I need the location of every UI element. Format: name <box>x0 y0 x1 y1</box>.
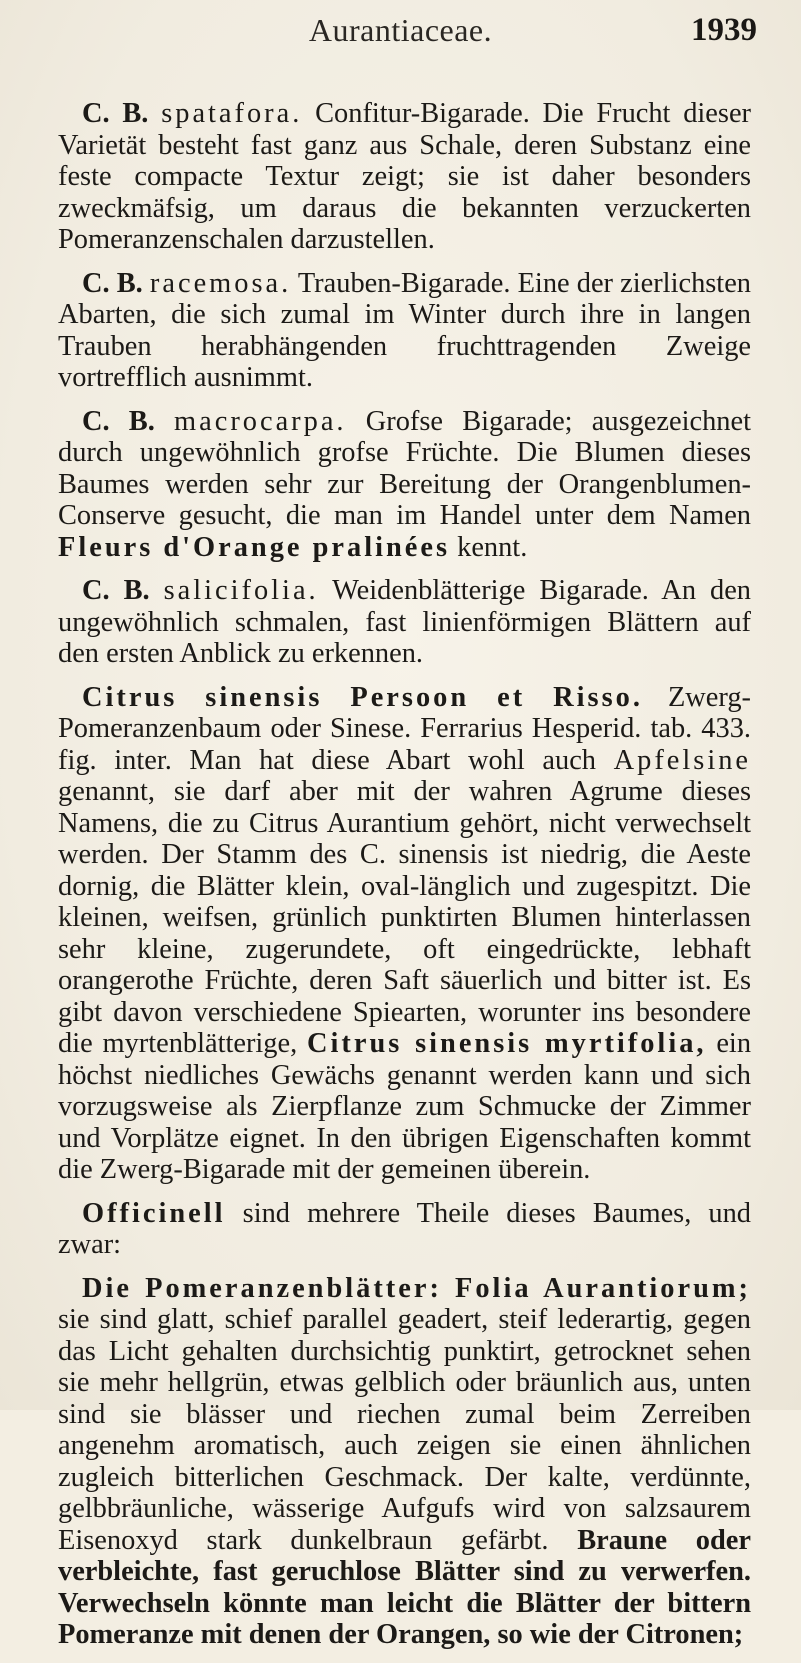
variety-lead: C. B. <box>82 267 143 299</box>
paragraph-text-bold: Braune oder verbleichte, fast geruchlose Blätter sind zu verwerfen. Verwechseln könnte man leicht die Blätter der bittern Pomeranze mit denen der Orangen, so wie der Citronen; <box>58 1524 751 1650</box>
paragraph-text: Zwerg-Pomeranzenbaum oder Sinese. Ferrarius Hesperid. tab. 433. fig. inter. Man hat diese Abart wohl auch <box>58 681 751 776</box>
paragraph-officinell <box>58 1198 751 1261</box>
paragraph-text-continued: genannt, sie darf aber mit der wahren Agrume dieses Namens, die zu Citrus Aurantium gehört, nicht verwechselt werden. Der Stamm des C. sinensis ist niedrig, die Aeste dornig, die Blätter klein, oval-länglich und zugespitzt. Die kleinen, weifsen, grünlich punktirten Blumen hinterlassen sehr kleine, zugerundete, oft eingedrückte, lebhaft orangerothe Früchte, deren Saft säuerlich und bitter ist. Es gibt davon verschiedene Spiearten, worunter ins besondere die myrtenblätterige, <box>58 776 751 1059</box>
page-number: 1939 <box>691 12 757 48</box>
paragraph-text: Confitur-Bigarade. Die Frucht dieser Varietät besteht fast ganz aus Schale, deren Substanz eine feste compacte Textur zeigt; sie ist daher besonders zweckmäfsig, um daraus die bekannten verzuckerten Pomeranzenschalen darzustellen. <box>58 98 752 255</box>
variety-name: macrocarpa. <box>174 405 347 437</box>
paragraph-racemosa <box>58 268 751 394</box>
paragraph-text: sind mehrere Theile dieses Baumes, und zwar: <box>58 1197 751 1260</box>
paragraph-text-end: kennt. <box>457 531 528 563</box>
paragraph-pomeranzenblaetter <box>58 1273 751 1651</box>
species-name: Citrus sinensis Persoon et Risso. <box>82 681 643 713</box>
trade-name: Fleurs d'Orange pralinées <box>58 531 451 563</box>
variety-name: racemosa. <box>149 267 292 299</box>
spaced-term-myrtifolia: Citrus sinensis myrtifolia, <box>307 1028 707 1059</box>
paragraph-text: Trauben-Bigarade. Eine der zierlichsten Abarten, die sich zumal im Winter durch ihre in langen Trauben herabhängenden fruchttragenden Zweige vortrefflich ausnimmt. <box>58 267 751 393</box>
paragraph-macrocarpa <box>58 406 751 564</box>
spaced-term-officinell: Officinell <box>82 1197 226 1229</box>
spaced-term-apfelsine: Apfelsine <box>613 744 751 776</box>
variety-lead: C. B. <box>82 575 150 606</box>
paragraph-text: Grofse Bigarade; ausgezeichnet durch ungewöhnlich grofse Früchte. Die Blumen dieses Baumes werden sehr zur Bereitung der Orangenblumen-Conserve gesucht, die man im Handel unter dem Namen <box>58 405 751 531</box>
paragraph-citrus-sinensis <box>58 682 751 1186</box>
paragraph-text: Weidenblätterige Bigarade. An den ungewöhnlich schmalen, fast linienförmigen Blättern auf den ersten Anblick zu erkennen. <box>58 575 751 669</box>
variety-name: spatafora. <box>161 98 303 129</box>
variety-lead: C. B. <box>82 405 155 437</box>
spaced-term-folia: Die Pomeranzenblätter: Folia Aurantiorum; <box>82 1272 751 1304</box>
running-title: Aurantiaceae. <box>308 12 493 48</box>
paragraph-text: sie sind glatt, schief parallel geadert, steif lederartig, gegen das Licht gehalten durchsichtig punktirt, getrocknet sehen sie mehr hellgrün, etwas gelblich oder bräunlich aus, unten sind sie blässer und riechen zumal beim Zerreiben angenehm aromatisch, auch zeigen sie einen ähnlichen zugleich bitterlichen Geschmack. Der kalte, verdünnte, gelbbräunliche, wässerige Aufgufs wird von salzsaurem Eisenoxyd stark dunkelbraun gefärbt. <box>58 1304 751 1556</box>
variety-name: salicifolia. <box>163 575 319 606</box>
paragraph-text-end: ein höchst niedliches Gewächs genannt werden kann und sich vorzugsweise als Zierpflanze zum Schmucke der Zimmer und Vorplätze eignet. In den übrigen Eigenschaften kommt die Zwerg-Bigarade mit der gemeinen überein. <box>58 1028 752 1185</box>
paragraph-salicifolia <box>58 575 751 670</box>
paragraph-spatafora <box>58 98 751 256</box>
body-text <box>58 98 751 1663</box>
variety-lead: C. B. <box>82 98 149 129</box>
running-head <box>0 12 801 56</box>
